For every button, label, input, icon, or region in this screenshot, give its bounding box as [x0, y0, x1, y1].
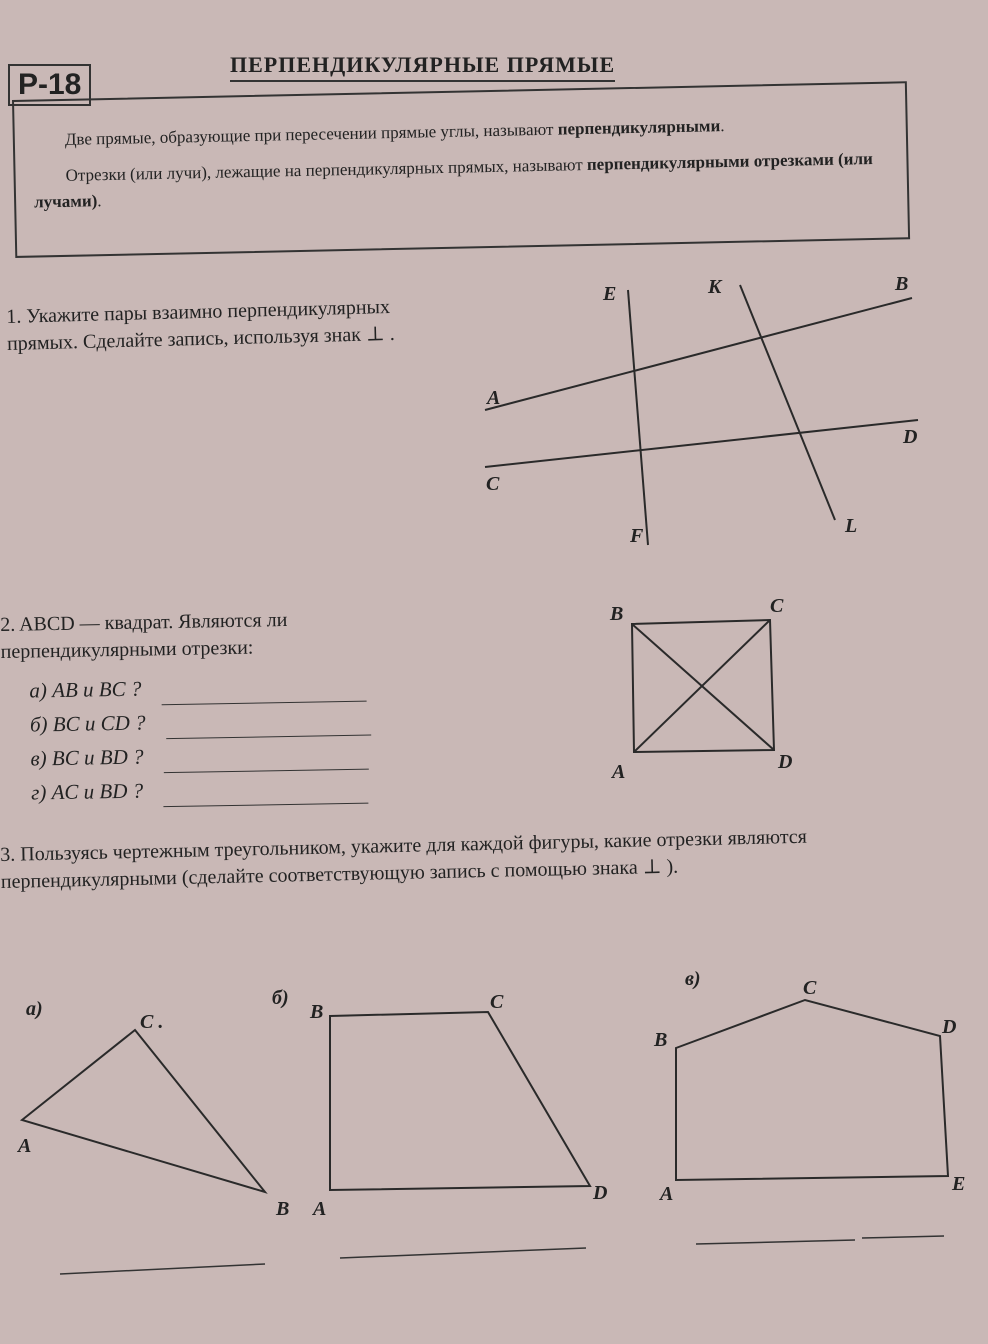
figure-a-mark: а)	[26, 998, 43, 1020]
square-label-A: A	[612, 761, 626, 783]
question-a: а) AB и BC ?	[29, 667, 422, 708]
figure-b-mark: б)	[272, 987, 289, 1009]
task-3-text: 3. Пользуясь чертежным треугольником, укажите для каждой фигуры, какие отрезки являются перпендикулярными (сделайте соответствующую запись с помощью знака ⊥ ).	[0, 825, 808, 893]
task-3-figure-c	[653, 968, 965, 1244]
page-title: ПЕРПЕНДИКУЛЯРНЫЕ ПРЯМЫЕ	[230, 52, 615, 82]
trapezoid-label-C: C	[490, 991, 504, 1013]
pentagon-label-D: D	[942, 1016, 957, 1038]
label-E: E	[603, 283, 617, 305]
square-label-C: C	[770, 595, 784, 617]
figure-c-mark: в)	[685, 968, 701, 990]
answer-line-figure-c-2[interactable]	[862, 1236, 944, 1238]
pentagon-label-C: C	[803, 977, 817, 999]
worksheet-code: Р-18	[8, 64, 91, 106]
square-label-B: B	[610, 603, 624, 625]
label-F: F	[630, 525, 644, 547]
answer-line-figure-c-1[interactable]	[696, 1240, 855, 1244]
task-1-text: 1. Укажите пары взаимно перпендикулярных прямых. Сделайте запись, используя знак ⊥ .	[6, 295, 395, 355]
answer-line-figure-a[interactable]	[60, 1264, 265, 1274]
triangle-label-C: C .	[140, 1011, 164, 1033]
diagonal-BD	[632, 624, 774, 750]
question-b: б) BC и CD ?	[30, 701, 423, 742]
label-L: L	[845, 515, 858, 537]
label-C: C	[486, 473, 500, 495]
task-3-figure-b	[272, 987, 607, 1258]
answer-line-figure-b[interactable]	[340, 1248, 586, 1258]
trapezoid-label-B: B	[310, 1001, 324, 1023]
label-A: A	[487, 387, 501, 409]
diagonal-AC	[634, 620, 770, 752]
question-c: в) BC и BD ?	[30, 735, 423, 776]
label-B: B	[895, 273, 909, 295]
question-d: г) AC и BD ?	[31, 769, 424, 810]
definition-perpendicular-lines: Две прямые, образующие при пересечении прямые углы, называют перпендикулярными.	[64, 116, 725, 149]
pentagon-label-A: A	[660, 1183, 674, 1205]
triangle-ABC	[22, 1030, 265, 1192]
definition-perpendicular-segments: Отрезки (или лучи), лежащие на перпендикулярных прямых, называют перпендикулярными отрезками (или лучами).	[33, 148, 874, 212]
pentagon-label-B: B	[654, 1029, 668, 1051]
task-2-square	[609, 595, 792, 783]
label-K: K	[708, 276, 722, 298]
line-AB	[485, 298, 912, 410]
line-EF	[628, 290, 648, 545]
label-D: D	[903, 426, 918, 448]
pentagon-label-E: E	[952, 1173, 966, 1195]
task-3-figure-a	[16, 998, 289, 1274]
trapezoid-label-A: A	[313, 1198, 327, 1220]
pentagon-ABCDE	[676, 1000, 948, 1180]
line-KL	[740, 285, 835, 520]
trapezoid-label-D: D	[593, 1182, 608, 1204]
task-1-diagram	[485, 273, 918, 547]
trapezoid-ABCD	[330, 1012, 590, 1190]
task-2-intro: 2. ABCD — квадрат. Являются ли перпендикулярными отрезки:	[0, 608, 288, 663]
triangle-label-B: B	[276, 1198, 290, 1220]
triangle-label-A: A	[18, 1135, 32, 1157]
square-label-D: D	[778, 751, 793, 773]
line-CD	[485, 420, 918, 467]
